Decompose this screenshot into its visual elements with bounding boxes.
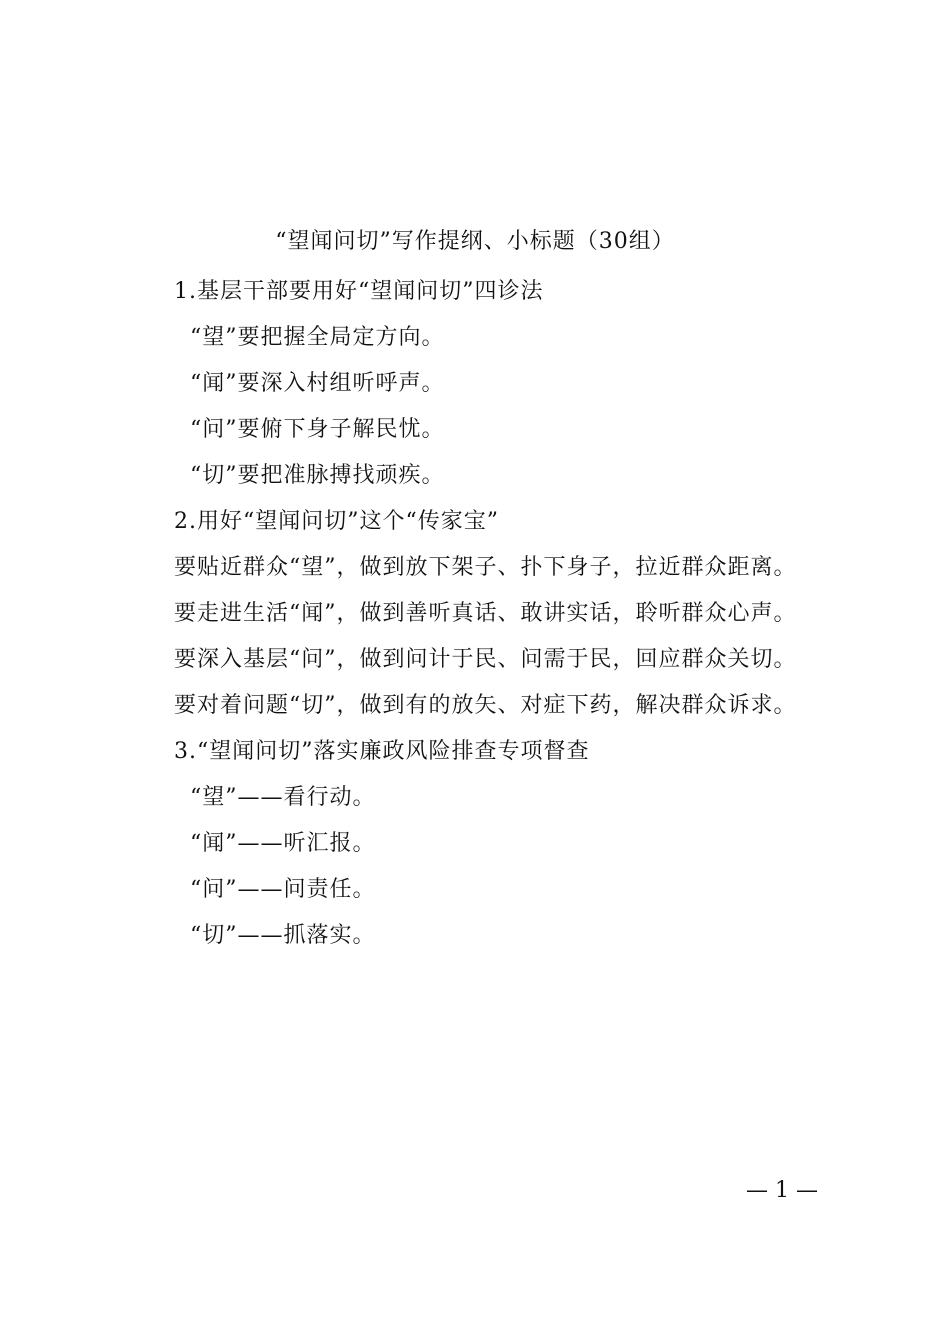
document-title: “望闻问切”写作提纲、小标题（30组） bbox=[275, 229, 675, 254]
section-heading-3: 3.“望闻问切”落实廉政风险排查专项督查 bbox=[174, 739, 590, 764]
list-item: “望”——看行动。 bbox=[190, 785, 376, 810]
list-item: “问”要俯下身子解民忧。 bbox=[190, 417, 445, 442]
section-heading-1: 1.基层干部要用好“望闻问切”四诊法 bbox=[174, 279, 544, 304]
paragraph: 要走进生活“闻”，做到善听真话、敢讲实话，聆听群众心声。 bbox=[174, 601, 797, 626]
section-heading-2: 2.用好“望闻问切”这个“传家宝” bbox=[174, 509, 499, 534]
list-item: “切”要把准脉搏找顽疾。 bbox=[190, 463, 445, 488]
paragraph: 要对着问题“切”，做到有的放矢、对症下药，解决群众诉求。 bbox=[174, 693, 797, 718]
page-number: — 1 — bbox=[746, 1178, 818, 1203]
document-body bbox=[130, 269, 820, 959]
list-item: “切”——抓落实。 bbox=[190, 923, 376, 948]
list-item: “闻”要深入村组听呼声。 bbox=[190, 371, 445, 396]
paragraph: 要深入基层“问”，做到问计于民、问需于民，回应群众关切。 bbox=[174, 647, 797, 672]
list-item: “问”——问责任。 bbox=[190, 877, 376, 902]
list-item: “望”要把握全局定方向。 bbox=[190, 325, 445, 350]
list-item: “闻”——听汇报。 bbox=[190, 831, 376, 856]
paragraph: 要贴近群众“望”，做到放下架子、扑下身子，拉近群众距离。 bbox=[174, 555, 797, 580]
